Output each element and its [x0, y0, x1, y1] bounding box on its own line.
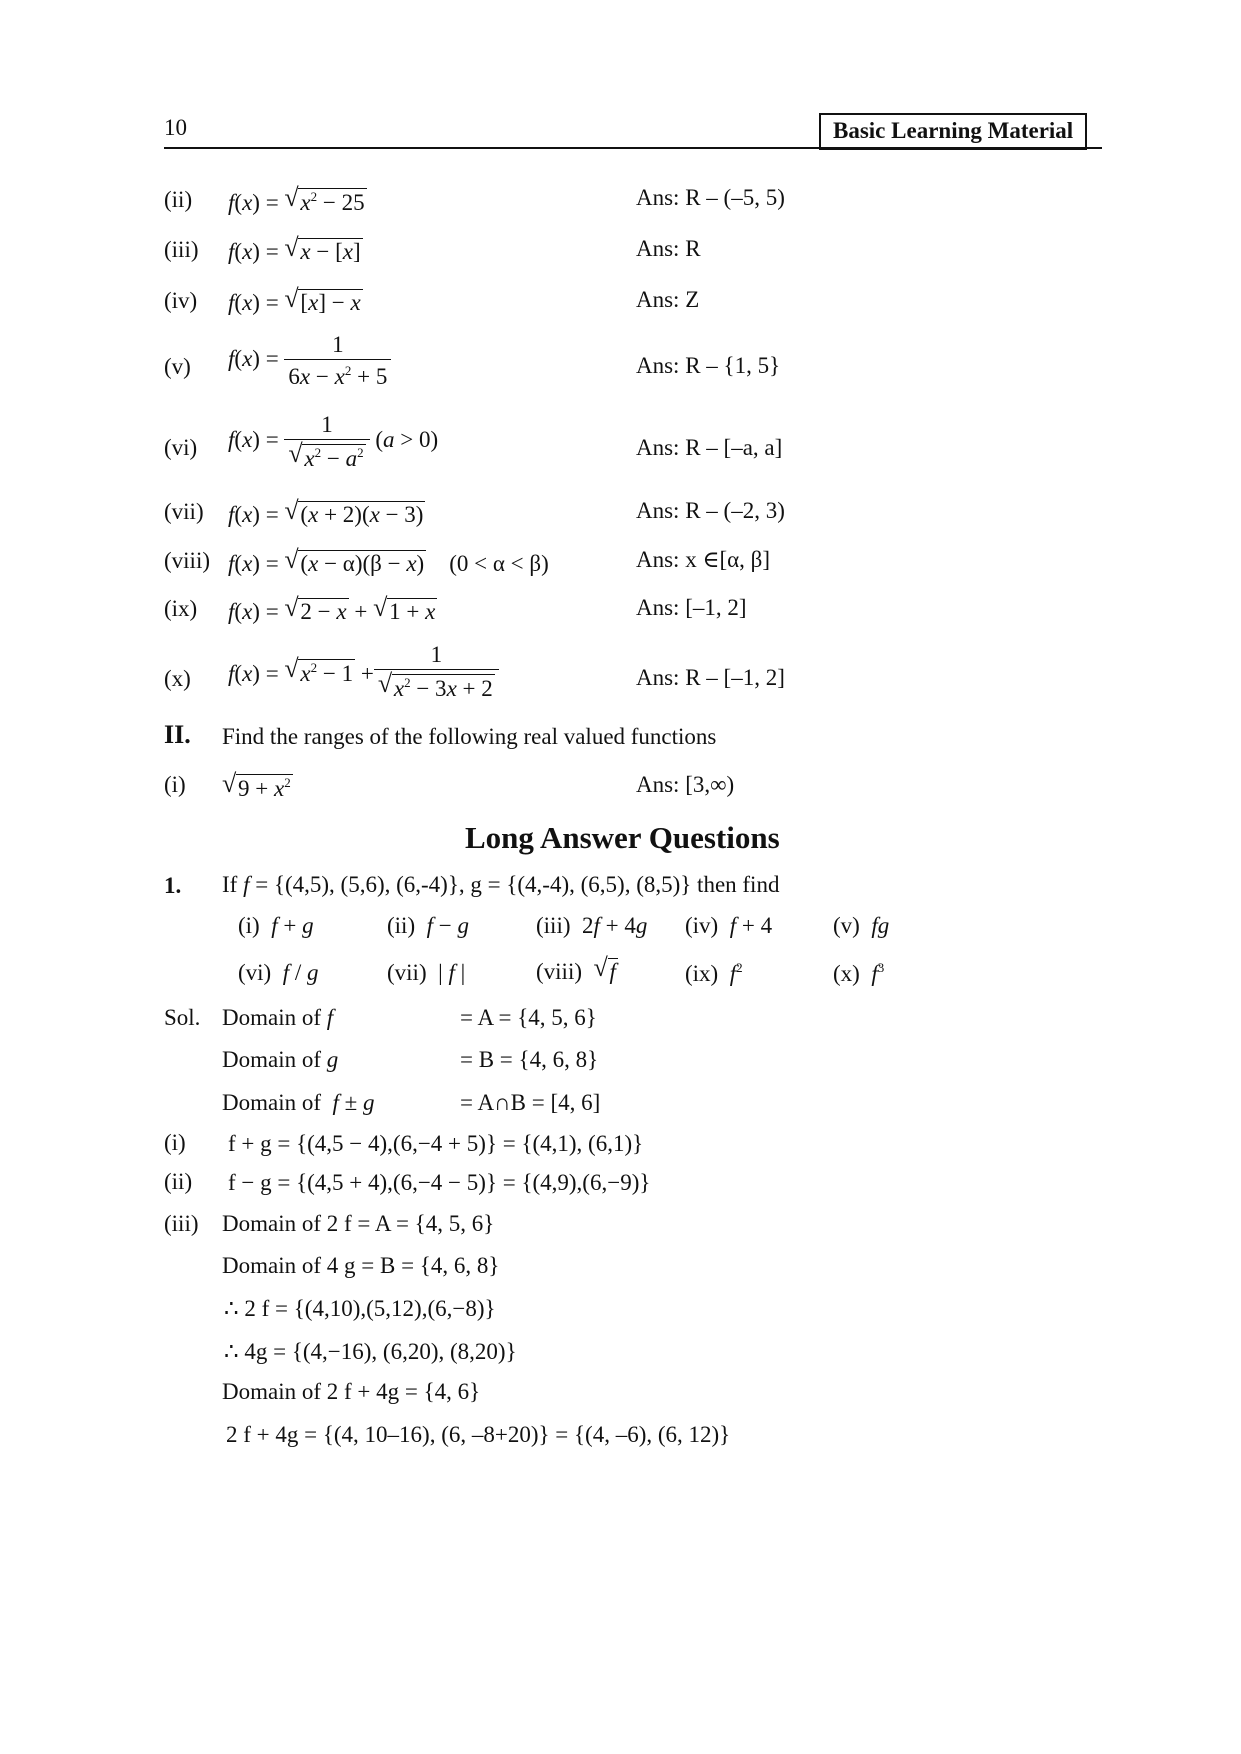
page-number: 10 [164, 115, 187, 140]
item-expression: f(x) = √ $x^2 - 1$ + 1 √ $x^2 - 3x + 2$ [228, 643, 499, 700]
item-expression: f(x) = √ (x + 2)(x − 3) [228, 496, 424, 527]
solution-line: Domain of f [222, 1005, 334, 1030]
question-part: (ii) f − g [387, 913, 469, 938]
question-part: (vi) f / g [238, 960, 319, 985]
question-part: (i) f + g [238, 913, 314, 938]
question-part: (viii) √ f [536, 953, 616, 984]
item-expression: √ $9 + x^2$ [222, 769, 291, 801]
solution-part-label: (ii) [164, 1169, 193, 1194]
solution-line: Domain of g [222, 1047, 339, 1072]
item-label: (i) [164, 772, 186, 797]
item-expression: f(x) = √ 2 − x + √ 1 + x [228, 593, 436, 624]
solution-line: ∴ 4g = {(4,−16), (6,20), (8,20)} [224, 1339, 517, 1364]
item-answer: Ans: R – (–2, 3) [636, 498, 785, 523]
item-label: (v) [164, 354, 191, 379]
solution-line: 2 f + 4g = {(4, 10–16), (6, –8+20)} = {(4, –6), (6, 12)} [226, 1422, 731, 1447]
solution-line: Domain of f ± g [222, 1090, 375, 1115]
item-answer: Ans: [–1, 2] [636, 595, 747, 620]
item-answer: Ans: R – [–1, 2] [636, 665, 785, 690]
header-rule [164, 147, 1102, 149]
item-label: (vi) [164, 435, 198, 460]
question-number: 1. [164, 873, 182, 898]
item-answer: Ans: Z [636, 287, 700, 312]
item-label: (ix) [164, 596, 198, 621]
item-expression: f(x) = √ $x^2 - 25$ [228, 183, 365, 215]
solution-line: = A = {4, 5, 6} [460, 1005, 597, 1030]
question-part: (iii) 2f + 4g [536, 913, 648, 938]
item-label: (iv) [164, 288, 198, 313]
item-answer: Ans: [3,∞) [636, 772, 735, 797]
solution-label: Sol. [164, 1005, 201, 1030]
item-expression: f(x) = √ (x − α)(β − x) (0 < α < β) [228, 545, 549, 576]
running-header-title: Basic Learning Material [819, 113, 1087, 150]
item-answer: Ans: R – [–a, a] [636, 435, 783, 460]
section-number: II. [164, 720, 191, 749]
item-expression: f(x) = $\frac{1}{6x - x^2 + 5}$ [228, 333, 391, 388]
question-part: (vii) | f | [387, 960, 466, 985]
item-label: (viii) [164, 548, 210, 573]
item-answer: Ans: R – {1, 5} [636, 353, 781, 378]
solution-line: f − g = {(4,5 + 4),(6,−4 − 5)} = {(4,9),(6,−9)} [228, 1170, 651, 1195]
item-expression: f(x) = √ x − [x] [228, 233, 361, 264]
item-expression: f(x) = 1 √ $x^2 - a^2$ (a > 0) [228, 412, 439, 471]
section-title: Long Answer Questions [465, 820, 780, 855]
item-answer: Ans: x ∈[α, β] [636, 547, 771, 572]
solution-line: = B = {4, 6, 8} [460, 1047, 599, 1072]
solution-line: ∴ 2 f = {(4,10),(5,12),(6,−8)} [224, 1296, 496, 1321]
question-part: (iv) f + 4 [685, 913, 773, 938]
question-part: (x) $f^3$ [833, 960, 885, 986]
item-answer: Ans: R – (–5, 5) [636, 185, 785, 210]
solution-part-label: (iii) [164, 1211, 199, 1236]
item-label: (x) [164, 666, 191, 691]
item-answer: Ans: R [636, 236, 701, 261]
item-label: (vii) [164, 499, 204, 524]
solution-line: Domain of 2 f + 4g = {4, 6} [222, 1379, 481, 1404]
item-label: (ii) [164, 187, 193, 212]
question-text: If f = {(4,5), (5,6), (6,-4)}, g = {(4,-4), (6,5), (8,5)} then find [222, 872, 780, 897]
solution-line: Domain of 4 g = B = {4, 6, 8} [222, 1253, 500, 1278]
solution-line: f + g = {(4,5 − 4),(6,−4 + 5)} = {(4,1), (6,1)} [228, 1131, 644, 1156]
question-part: (ix) $f^2$ [685, 960, 743, 986]
solution-line: Domain of 2 f = A = {4, 5, 6} [222, 1211, 495, 1236]
question-part: (v) fg [833, 913, 890, 938]
solution-part-label: (i) [164, 1130, 186, 1155]
section-heading: Find the ranges of the following real valued functions [222, 724, 717, 749]
solution-line: = A∩B = [4, 6] [460, 1090, 601, 1115]
item-label: (iii) [164, 237, 199, 262]
item-expression: f(x) = √ [x] − x [228, 284, 361, 315]
